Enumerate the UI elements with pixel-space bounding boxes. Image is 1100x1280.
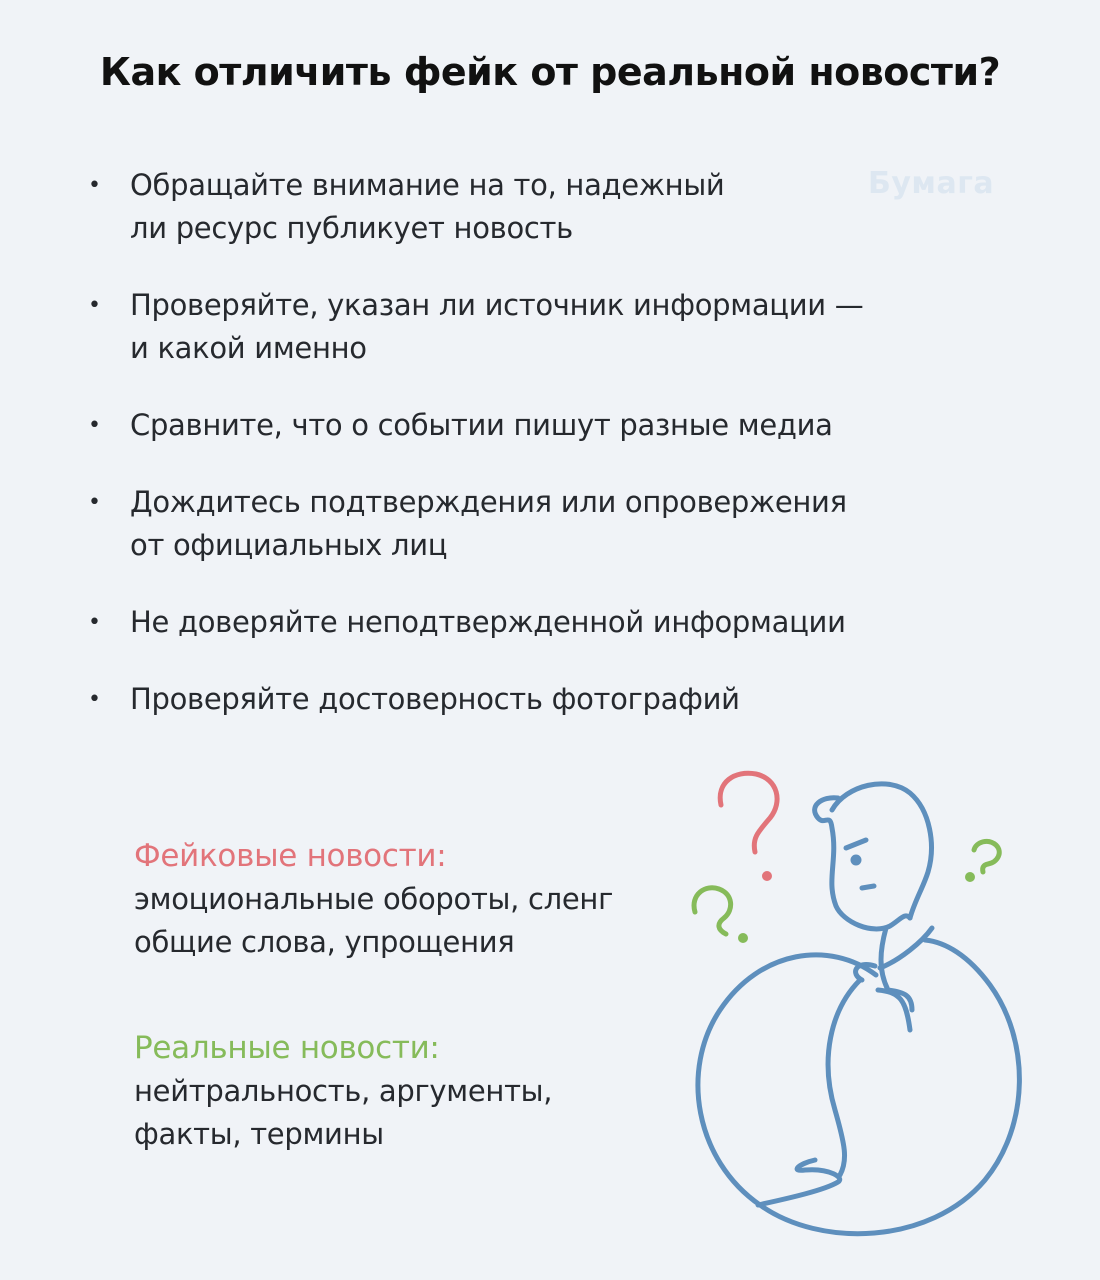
tip-line: Сравните, что о событии пишут разные медиа — [130, 408, 833, 442]
real-news-line: факты, термины — [134, 1117, 384, 1151]
tip-line: Дождитесь подтверждения или опровержения — [130, 485, 847, 519]
watermark-logo: Бумага — [868, 166, 995, 201]
thinking-person-illustration — [660, 750, 1080, 1270]
list-item — [88, 164, 948, 250]
list-item — [88, 404, 948, 447]
tip-line: Проверяйте достоверность фотографий — [130, 682, 740, 716]
question-mark-green-small-icon — [968, 841, 1000, 879]
bullet-icon: • — [88, 687, 101, 712]
list-item — [88, 601, 948, 644]
question-mark-green-icon — [694, 888, 745, 941]
fake-news-line: эмоциональные обороты, сленг — [134, 882, 614, 916]
bullet-icon: • — [88, 490, 101, 515]
question-mark-red-icon — [720, 773, 777, 878]
tip-line: Обращайте внимание на то, надежный — [130, 168, 725, 202]
tip-line: Не доверяйте неподтвержденной информации — [130, 605, 846, 639]
real-news-heading: Реальные новости: — [134, 1030, 440, 1066]
fake-news-line: общие слова, упрощения — [134, 925, 515, 959]
tip-line: Проверяйте, указан ли источник информации — — [130, 288, 864, 322]
tip-line: ли ресурс публикует новость — [130, 211, 573, 245]
tip-line: от официальных лиц — [130, 528, 448, 562]
bullet-icon: • — [88, 413, 101, 438]
real-news-section — [134, 1026, 694, 1156]
person-outline — [698, 784, 1019, 1234]
list-item — [88, 678, 948, 721]
bullet-icon: • — [88, 173, 101, 198]
fake-news-heading: Фейковые новости: — [134, 838, 447, 874]
tip-line: и какой именно — [130, 331, 367, 365]
bullet-icon: • — [88, 610, 101, 635]
real-news-line: нейтральность, аргументы, — [134, 1074, 553, 1108]
bullet-icon: • — [88, 293, 101, 318]
page-title: Как отличить фейк от реальной новости? — [99, 50, 1001, 94]
list-item — [88, 284, 948, 370]
list-item — [88, 481, 948, 567]
fake-news-section — [134, 834, 694, 964]
tips-list — [88, 164, 948, 721]
